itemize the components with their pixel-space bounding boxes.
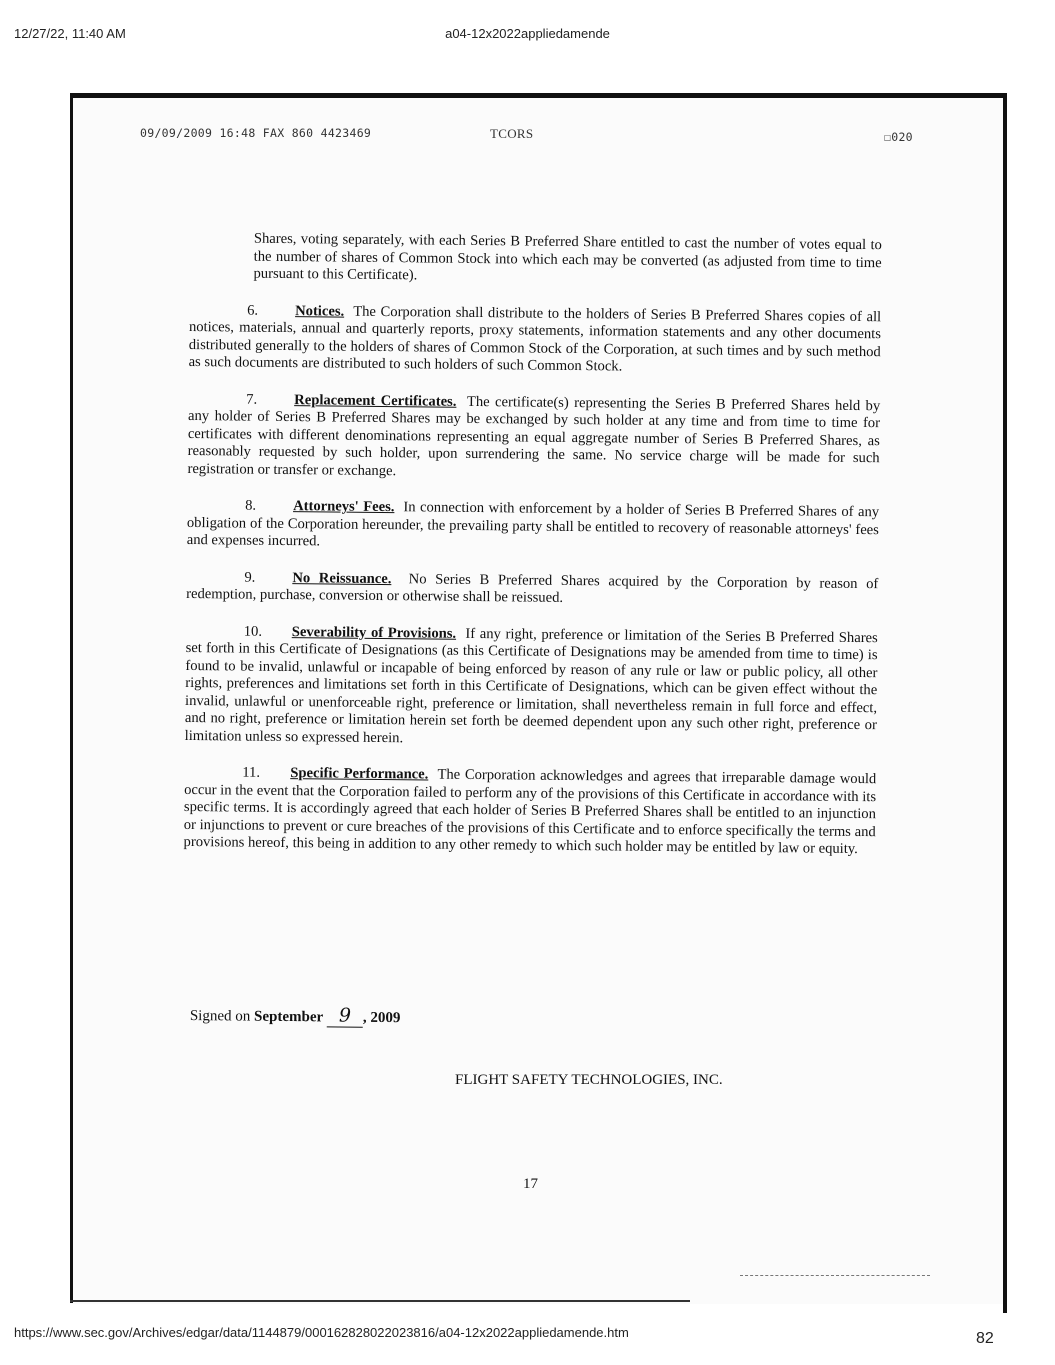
section-text: No Series B Preferred Shares acquired by the Corporation by reason of redemption, purchase, conversion or otherwise shall be reissued. xyxy=(186,570,879,606)
section-title: Severability of Provisions. xyxy=(291,623,457,642)
section-text: If any right, preference or limitation of the Series B Preferred Shares set forth in this Certificate of Designations (as this Certificate of Designations may be amended from time to time) is found to be invalid, unlawful or incapable of being enforced by reason of any rule or law or public policy, all other rights, preferences and limitations set forth in this Certificate of Designations, which can be given effect without the invalid, unlawful or unenforceable right, preference or limitation, shall nevertheless remain in full force and effect, and no right, preference or limitation herein set forth be deemed dependent upon any such other right, preference or limitation unless so expressed herein. xyxy=(184,625,878,746)
section-title: Specific Performance. xyxy=(290,765,429,783)
scan-top-border xyxy=(70,93,1006,98)
signed-day-handwritten: 9 xyxy=(327,1004,363,1027)
signed-year: , 2009 xyxy=(362,1009,401,1027)
section-10-severability xyxy=(185,622,878,752)
print-url: https://www.sec.gov/Archives/edgar/data/1144879/000162828022023816/a04-12x2022appliedamende.htm xyxy=(14,1325,629,1340)
print-doc-title: a04-12x2022appliedamende xyxy=(445,26,610,41)
section-text: The Corporation acknowledges and agrees that irreparable damage would occur in the event that the Corporation failed to perform any of the provisions of this Certificate in accordance with its specific terms. It is accordingly agreed that each holder of Series B Preferred Shares shall be entitled to an injunction or injunctions to prevent or cure breaches of the provisions of this Certificate and to enforce specifically the terms and provisions hereof, this being in addition to any other remedy to which such holder may be entitled by law or equity. xyxy=(183,766,877,858)
section-6-notices xyxy=(189,301,882,378)
section-title: Replacement Certificates. xyxy=(294,391,457,410)
print-date: 12/27/22, 11:40 AM xyxy=(14,26,126,41)
fax-header-line: 09/09/2009 16:48 FAX 860 4423469 xyxy=(140,126,372,140)
scan-bottom-border xyxy=(70,1300,690,1302)
company-name: FLIGHT SAFETY TECHNOLOGIES, INC. xyxy=(455,1072,723,1088)
scan-left-border xyxy=(70,93,73,1303)
section-title: Notices. xyxy=(295,302,345,320)
section-number: 9. xyxy=(244,569,256,586)
section-11-specific-performance xyxy=(183,764,876,859)
section-8-attorneys-fees xyxy=(187,497,880,557)
signed-month: September xyxy=(253,1008,324,1026)
section-number: 8. xyxy=(245,497,257,514)
fax-page-number: ☐020 xyxy=(884,130,913,144)
document-page-number: 17 xyxy=(523,1176,538,1192)
document-body xyxy=(183,230,882,878)
section-7-replacement-certificates xyxy=(187,390,880,485)
section-number: 7. xyxy=(246,391,258,408)
section-number: 11. xyxy=(242,764,261,781)
section-title: No Reissuance. xyxy=(292,569,392,587)
section-text: The Corporation shall distribute to the holders of Series B Preferred Shares copies of all notices, materials, annual and quarterly reports, proxy statements, information statements and any other documents distributed generally to the holders of shares of Common Stock of the Corporation, at such times and by such method as such documents are distributed to such holders of such Common Stock. xyxy=(188,303,882,375)
signature-line xyxy=(740,1275,930,1276)
section-number: 6. xyxy=(247,302,259,319)
section-9-no-reissuance xyxy=(186,568,878,610)
signed-on-line xyxy=(190,1003,401,1028)
scan-right-border xyxy=(1003,93,1007,1313)
section-number: 10. xyxy=(243,623,263,640)
section-title: Attorneys' Fees. xyxy=(293,498,395,516)
signed-on-label: Signed on xyxy=(189,1007,251,1025)
fax-sender: TCORS xyxy=(490,126,534,141)
print-page-number: 82 xyxy=(976,1330,994,1347)
continued-paragraph: Shares, voting separately, with each Series B Preferred Share entitled to cast the number of votes equal to the number of shares of Common Stock into which each may be converted (as adjusted from time to time pursuant to this Certificate). xyxy=(253,230,882,284)
section-text: The certificate(s) representing the Series B Preferred Shares held by any holder of Series B Preferred Shares may be exchanged by such holder at any time and from time to time for certificates with different denominations representing an equal aggregate number of Series B Preferred Shares, as reasonably requested by such holder, upon surrendering the same. No service charge will be made for such registration or transfer or exchange. xyxy=(187,393,881,479)
section-text: In connection with enforcement by a holder of Series B Preferred Shares of any obligation of the Corporation hereunder, the prevailing party shall be entitled to recovery of reasonable attorneys' fees and expenses incurred. xyxy=(186,499,880,550)
